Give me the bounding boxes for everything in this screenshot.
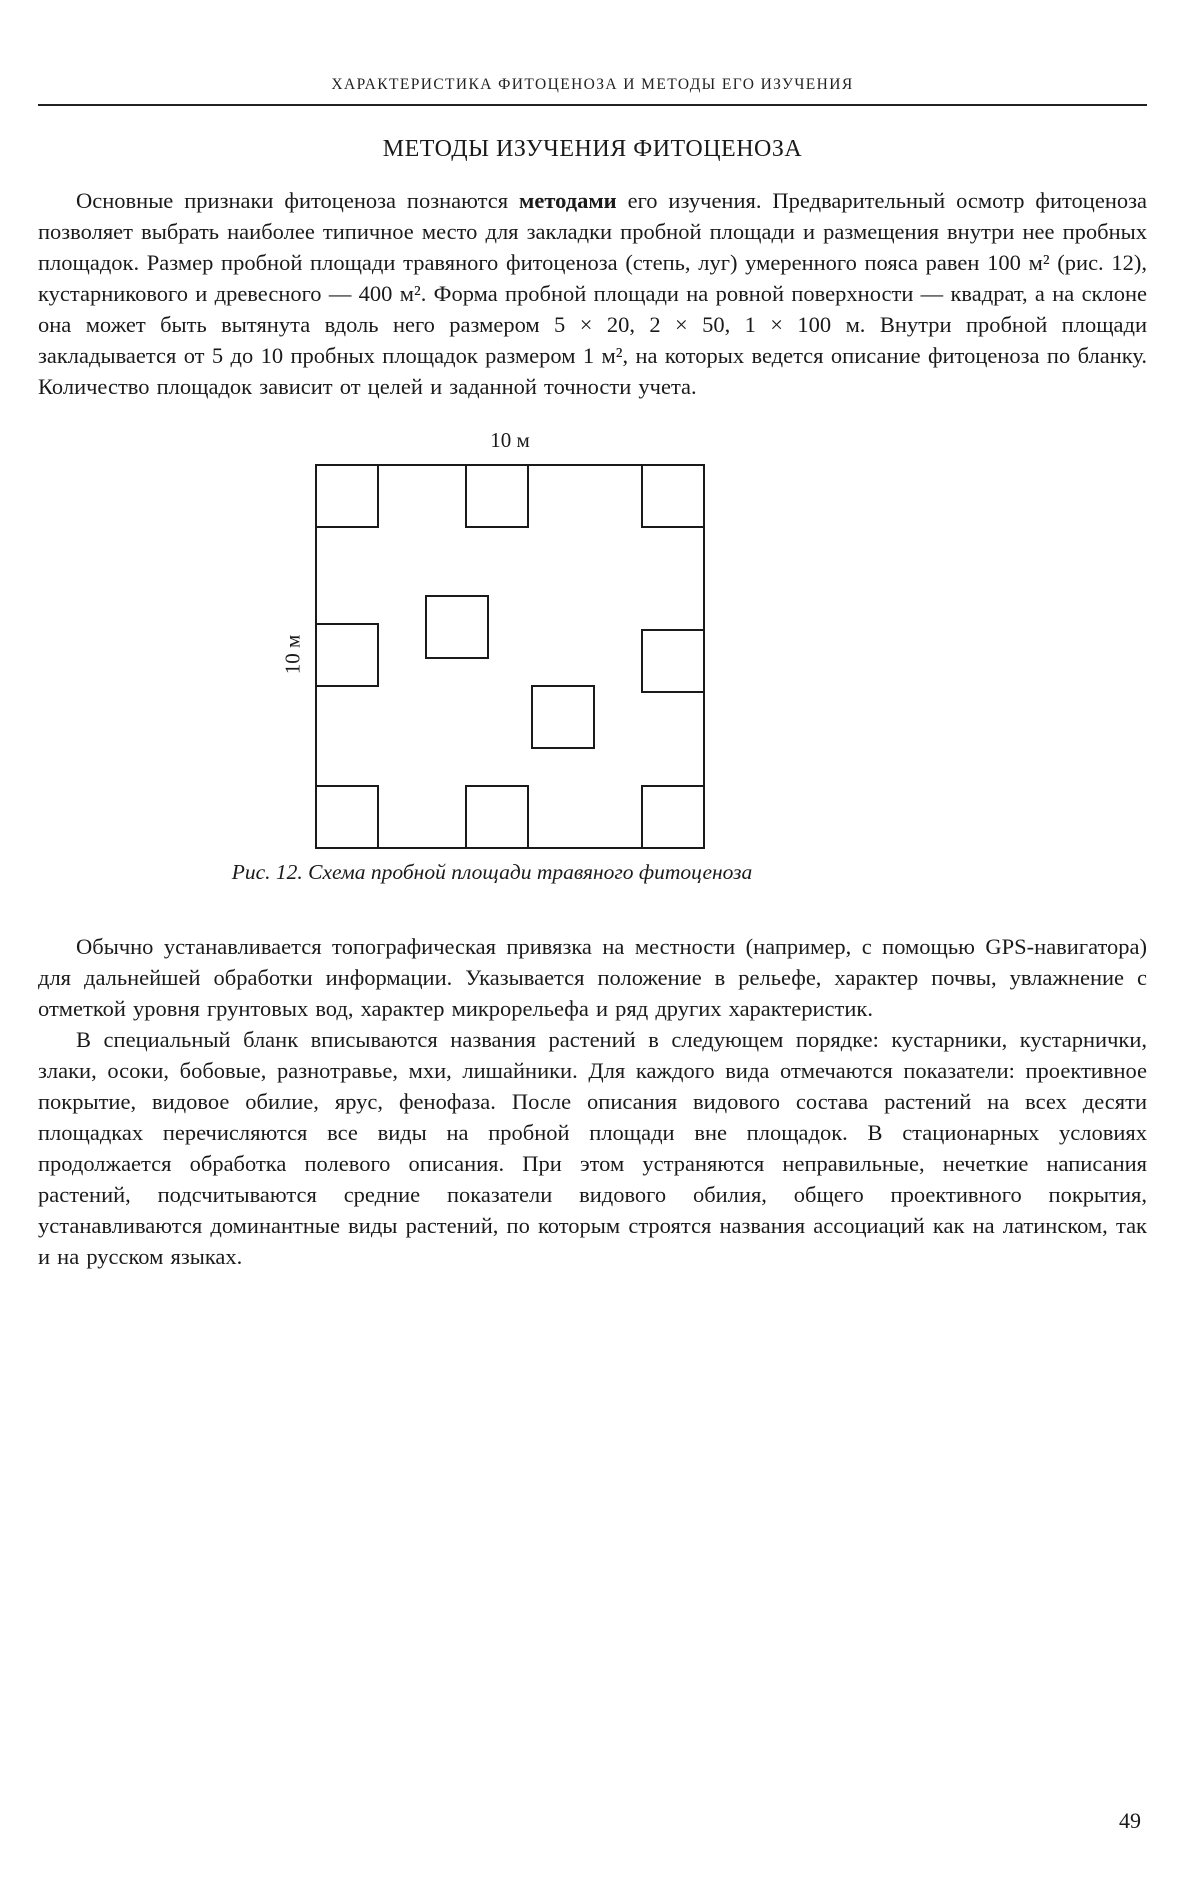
book-page bbox=[0, 76, 1189, 1894]
figure-top-dimension-label: 10 м bbox=[490, 428, 530, 452]
sample-plot-square bbox=[641, 629, 705, 693]
page-title: МЕТОДЫ ИЗУЧЕНИЯ ФИТОЦЕНОЗА bbox=[382, 136, 803, 162]
sample-plot-square bbox=[425, 595, 489, 659]
sample-plot-square bbox=[465, 785, 529, 849]
bold-term-metodami: методами bbox=[519, 188, 617, 213]
figure-left-dimension-label: 10 м bbox=[280, 634, 305, 675]
figure-caption: Рис. 12. Схема пробной площади травяного фитоценоза bbox=[231, 860, 753, 884]
sample-plot-square bbox=[315, 623, 379, 687]
paragraph-1-text: Основные признаки фитоценоза познаются bbox=[76, 188, 520, 213]
sample-area-square bbox=[315, 464, 705, 849]
sample-plot-square bbox=[465, 464, 529, 528]
sample-plot-square bbox=[641, 785, 705, 849]
paragraph-2: Обычно устанавливается топографическая привязка на местности (например, с помощью GPS-навигатора) для дальнейшей обработки информации. Указывается положение в рельефе, характер почвы, увлажнение с отметкой уровня грунтовых вод, характер микрорельефа и ряд других характеристик. bbox=[38, 934, 1147, 1021]
paragraph-1-continuation: его изучения. Предварительный осмотр фитоценоза позволяет выбрать наиболее типичное место для закладки пробной площади и размещения внутри нее пробных площадок. Размер пробной площади травяного фитоценоза (степь, луг) умеренного пояса равен 100 м² (рис. 12), кустарникового и древесного — 400 м². Форма пробной площади на ровной поверхности — квадрат, а на склоне она может быть вытянута вдоль него размером 5 × 20, 2 × 50, 1 × 100 м. Внутри пробной площади закладывается от 5 до 10 пробных площадок размером 1 м², на которых ведется описание фитоценоза по бланку. Количество площадок зависит от целей и заданной точности учета. bbox=[38, 188, 1148, 399]
page-content bbox=[0, 76, 1189, 1272]
sample-plot-square bbox=[641, 464, 705, 528]
running-head: ХАРАКТЕРИСТИКА ФИТОЦЕНОЗА И МЕТОДЫ ЕГО ИЗУЧЕНИЯ bbox=[331, 76, 854, 93]
sample-plot-square bbox=[531, 685, 595, 749]
paragraph-1 bbox=[38, 185, 1147, 402]
figure-12 bbox=[38, 428, 1147, 903]
paragraph-3: В специальный бланк вписываются названия растений в следующем порядке: кустарники, кустарнички, злаки, осоки, бобовые, разнотравье, мхи, лишайники. Для каждого вида отмечаются показатели: проективное покрытие, видовое обилие, ярус, фенофаза. После описания видового состава растений на всех десяти площадках перечисляются все виды на пробной площади вне площадок. В стационарных условиях продолжается обработка полевого описания. При этом устраняются неправильные, нечеткие написания растений, подсчитываются средние показатели видового обилия, общего проективного покрытия, устанавливаются доминантные виды растений, по которым строятся названия ассоциаций как на латинском, так и на русском языках. bbox=[38, 1027, 1147, 1269]
header-divider bbox=[38, 104, 1147, 106]
sample-plot-square bbox=[315, 464, 379, 528]
sample-plot-square bbox=[315, 785, 379, 849]
page-number: 49 bbox=[1119, 1808, 1141, 1833]
